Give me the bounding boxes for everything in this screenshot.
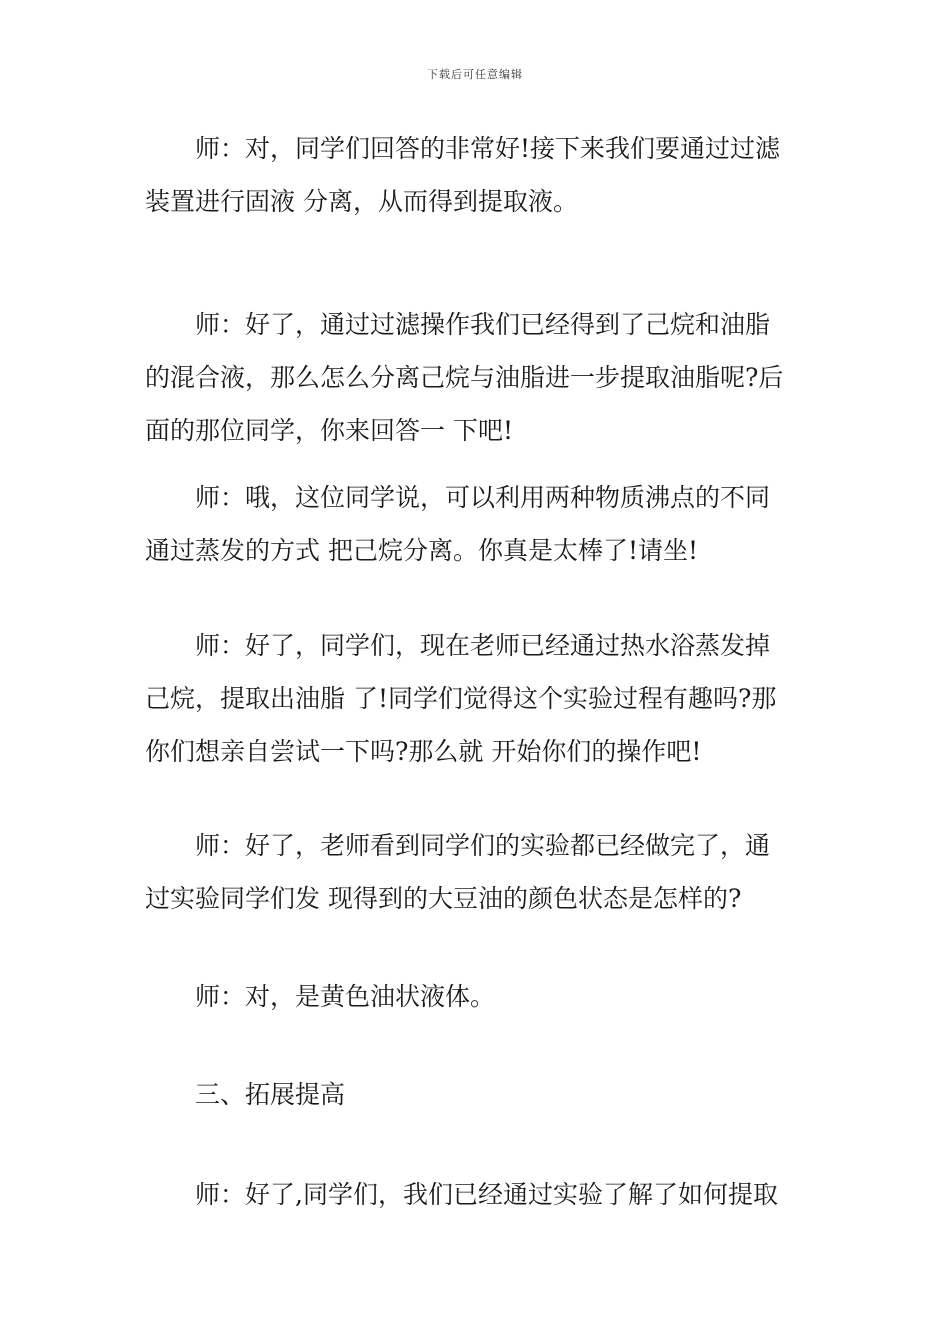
page-header: 下载后可任意编辑 (427, 68, 523, 81)
paragraph-2 (145, 298, 810, 457)
section-heading (145, 1068, 810, 1121)
paragraph-line: 过实验同学们发 现得到的大豆油的颜色状态是怎样的? (145, 884, 742, 913)
paragraph-line: 装置进行固液 分离，从而得到提取液。 (145, 187, 578, 216)
section-heading-text: 三、拓展提高 (195, 1080, 346, 1109)
paragraph-line: 师：好了，老师看到同学们的实验都已经做完了，通 (195, 831, 771, 860)
paragraph-line: 面的那位同学，你来回答一 下吧! (145, 416, 513, 445)
paragraph-3 (145, 471, 810, 577)
paragraph-line: 师：好了,同学们，我们已经通过实验了解了如何提取 (195, 1180, 778, 1209)
paragraph-line: 你们想亲自尝试一下吗?那么就 开始你们的操作吧! (145, 737, 702, 766)
paragraph-line: 师：对，是黄色油状液体。 (195, 982, 496, 1011)
paragraph-line: 师：哦，这位同学说，可以利用两种物质沸点的不同 (195, 483, 771, 512)
paragraph-line: 己烷，提取出油脂 了!同学们觉得这个实验过程有趣吗?那 (145, 684, 777, 713)
paragraph-6 (145, 970, 810, 1023)
paragraph-line: 师：好了，同学们，现在老师已经通过热水浴蒸发掉 (195, 631, 771, 660)
paragraph-1 (145, 122, 810, 228)
paragraph-line: 通过蒸发的方式 把己烷分离。你真是太棒了!请坐! (145, 536, 699, 565)
paragraph-5 (145, 819, 810, 925)
paragraph-line: 师：好了，通过过滤操作我们已经得到了己烷和油脂 (195, 310, 771, 339)
paragraph-7 (145, 1168, 810, 1221)
paragraph-line: 师：对，同学们回答的非常好!接下来我们要通过过滤 (195, 134, 781, 163)
paragraph-4 (145, 619, 810, 778)
paragraph-line: 的混合液，那么怎么分离己烷与油脂进一步提取油脂呢?后 (145, 363, 784, 392)
